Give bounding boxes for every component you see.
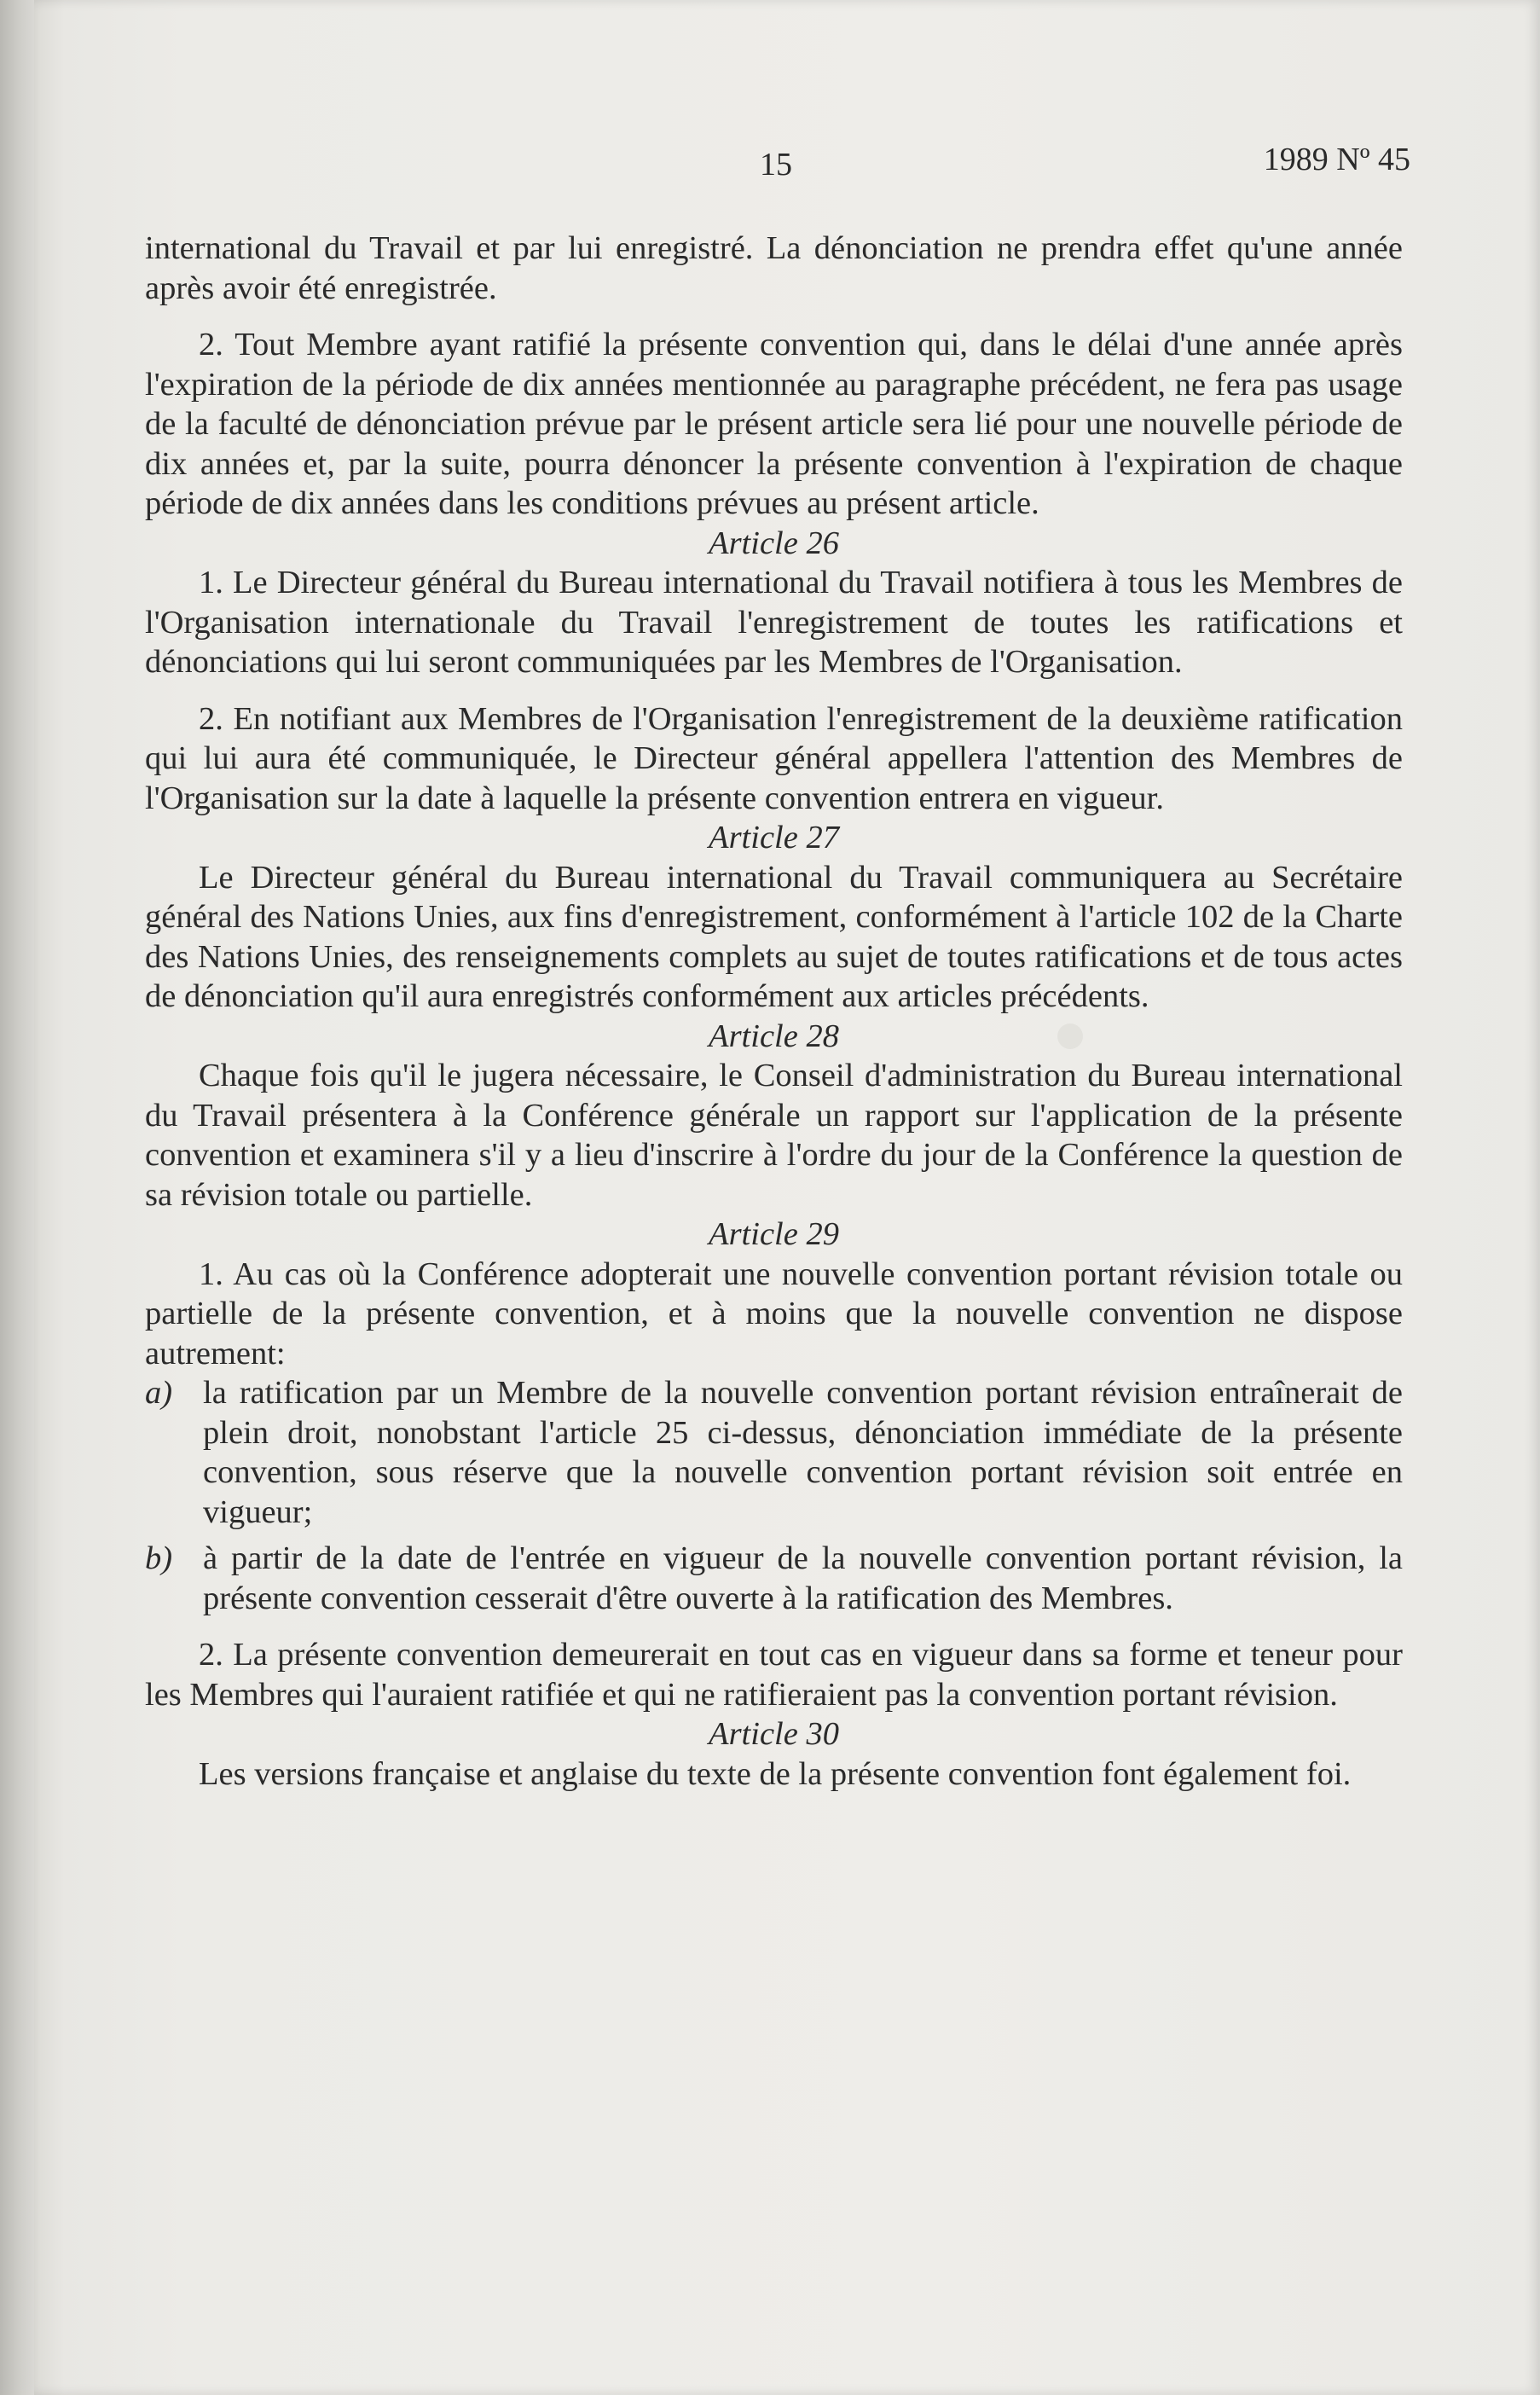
article-27-paragraph: Le Directeur général du Bureau international du Travail communiquera au Secrétaire général des Nations Unies, aux fins d'enregistrement, conformément à l'article 102 de la Charte des Nations Unies, des renseignements complets au sujet de toutes ratifications et de tous actes de dénonciation qu'il aura enregistrés conformément aux articles précédents. — [145, 859, 1403, 1014]
article-26-paragraph-2: 2. En notifiant aux Membres de l'Organisation l'enregistrement de la deuxième ratification qui lui aura été communiquée, le Directeur général appellera l'attention des Membres de l'Organisation sur la date à laquelle la présente convention entrera en vigueur. — [145, 700, 1403, 816]
paragraph-continued: international du Travail et par lui enregistré. La dénonciation ne prendra effet qu'une année après avoir été enregistrée. — [145, 230, 1403, 306]
article-30-paragraph: Les versions française et anglaise du texte de la présente convention font également foi. — [199, 1755, 1352, 1792]
article-29-paragraph-1: 1. Au cas où la Conférence adopterait une nouvelle convention portant révision totale ou partielle de la présente convention, et à moins que la nouvelle convention ne dispose autrement: — [145, 1255, 1403, 1371]
article-27-heading: Article 27 — [709, 820, 839, 855]
article-29-heading: Article 29 — [709, 1216, 839, 1252]
article-28-heading: Article 28 — [709, 1018, 839, 1054]
article-29-paragraph-2: 2. La présente convention demeurerait en tout cas en vigueur dans sa forme et teneur pour les Membres qui l'auraient ratifiée et qui ne ratifieraient pas la convention portant révision. — [145, 1637, 1403, 1713]
document-body — [145, 229, 1403, 1794]
item-a-text: la ratification par un Membre de la nouvelle convention portant révision entraînerait de plein droit, nonobstant l'article 25 ci-dessus, dénonciation immédiate de la présente convention, sous réserve que la nouvelle convention portant révision soit entrée en vigueur; — [203, 1375, 1403, 1530]
page-number: 15 — [760, 147, 792, 183]
article-29-item-a — [145, 1373, 1403, 1532]
article-29-item-b — [145, 1539, 1403, 1618]
book-binding — [0, 0, 34, 2395]
article-30-heading: Article 30 — [709, 1716, 839, 1752]
document-reference: 1989 Nº 45 — [1263, 142, 1410, 177]
paragraph-2: 2. Tout Membre ayant ratifié la présente convention qui, dans le délai d'une année après l'expiration de la période de dix années mentionnée au paragraphe précédent, ne fera pas usage de la faculté de dénonciation prévue par le présent article sera lié pour une nouvelle période de dix années et, par la suite, pourra dénoncer la présente convention à l'expiration de chaque période de dix années dans les conditions prévues au présent article. — [145, 327, 1403, 521]
article-28-paragraph: Chaque fois qu'il le jugera nécessaire, le Conseil d'administration du Bureau international du Travail présentera à la Conférence générale un rapport sur l'application de la présente convention et examinera s'il y a lieu d'inscrire à l'ordre du jour de la Conférence la question de sa révision totale ou partielle. — [145, 1058, 1403, 1213]
item-b-text: à partir de la date de l'entrée en vigueur de la nouvelle convention portant révision, la présente convention cesserait d'être ouverte à la ratification des Membres. — [203, 1540, 1403, 1616]
article-26-heading: Article 26 — [709, 525, 839, 561]
item-b-marker: b) — [145, 1540, 173, 1576]
article-26-paragraph-1: 1. Le Directeur général du Bureau international du Travail notifiera à tous les Membres de l'Organisation internationale du Travail l'enregistrement de toutes les ratifications et dénonciations qui lui seront communiquées par les Membres de l'Organisation. — [145, 565, 1403, 680]
item-a-marker: a) — [145, 1375, 173, 1411]
